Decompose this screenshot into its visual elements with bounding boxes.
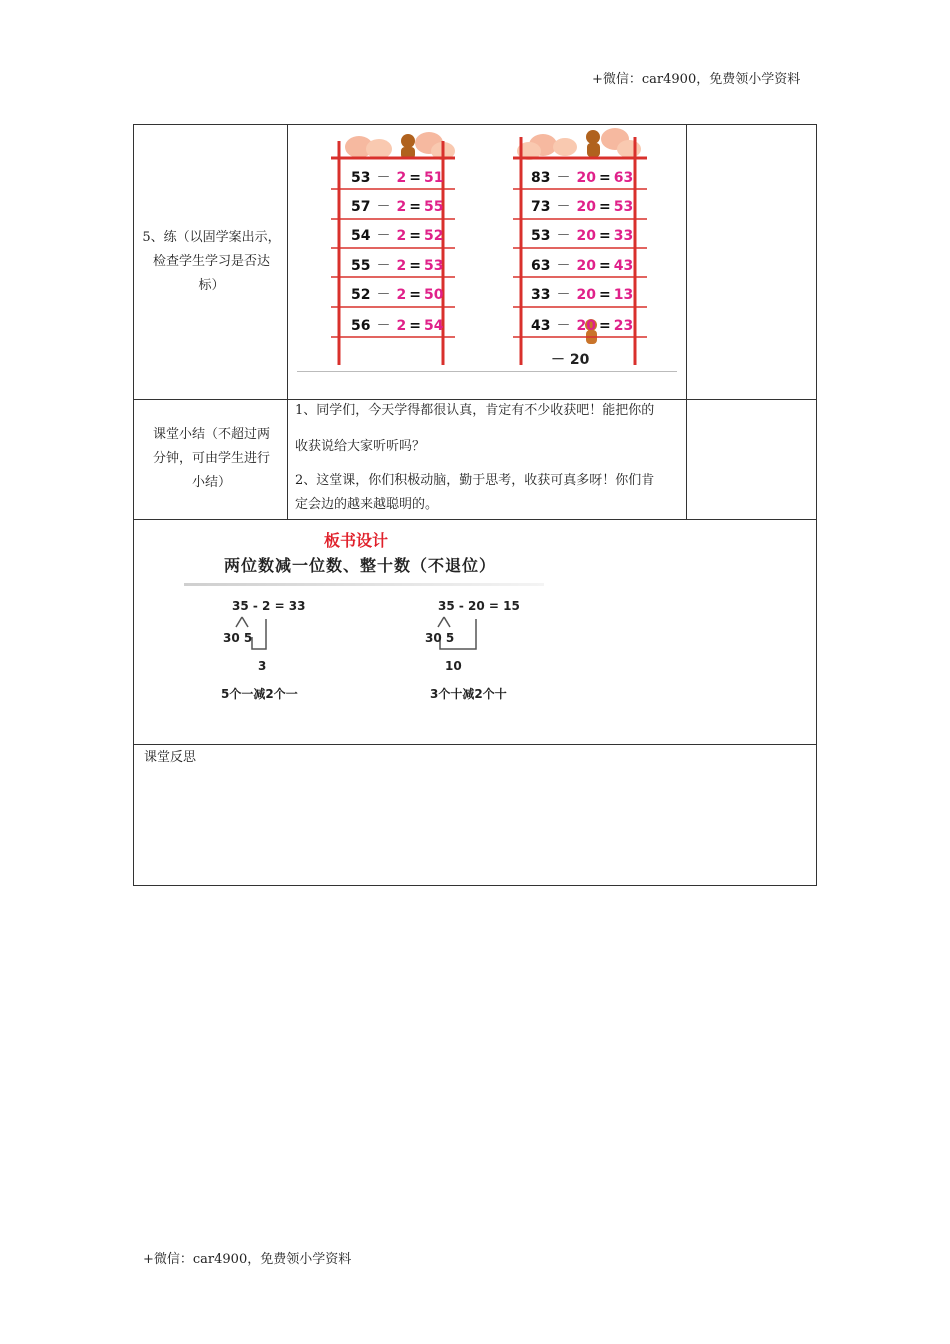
- ex1-partial: 3: [258, 659, 267, 673]
- practice-label-line: 标）: [198, 278, 225, 293]
- ladder-right-row: [531, 284, 633, 304]
- minus-sign: －: [556, 170, 571, 186]
- summary-note-cell: [686, 399, 817, 520]
- practice-label-line: 5、练（以固学案出示，: [142, 230, 281, 245]
- reflection-cell: [133, 744, 817, 886]
- subtrahend: 20: [576, 228, 596, 244]
- minus-sign: －: [556, 318, 571, 334]
- subtrahend: 20: [576, 287, 596, 303]
- minuend: 53: [531, 228, 551, 244]
- result: 53: [613, 199, 634, 215]
- ladder-right-row: [531, 167, 633, 187]
- equals-sign: =: [598, 199, 611, 215]
- minus-sign: －: [556, 228, 571, 244]
- summary-label-cell: [133, 399, 288, 520]
- result: 51: [423, 170, 444, 186]
- board-title: 板书设计: [324, 531, 389, 550]
- subtrahend: 20: [576, 199, 596, 215]
- minuend: 53: [351, 170, 371, 186]
- minuend: 43: [531, 318, 551, 334]
- minuend: 55: [351, 258, 371, 274]
- result: 23: [613, 318, 634, 334]
- practice-label-line: 检查学生学习是否达: [152, 254, 270, 269]
- equals-sign: =: [598, 318, 611, 334]
- minuend: 52: [351, 287, 371, 303]
- subtrahend: 20: [576, 258, 596, 274]
- minus-sign: －: [376, 199, 391, 215]
- result: 63: [613, 170, 634, 186]
- minuend: 33: [531, 287, 551, 303]
- subtrahend: 2: [396, 199, 407, 215]
- ex1-split: 30 5: [223, 631, 253, 645]
- equals-sign: =: [598, 170, 611, 186]
- summary-text-cell: [287, 399, 687, 520]
- subtrahend: 20: [576, 170, 596, 186]
- minuend: 83: [531, 170, 551, 186]
- summary-label-line: 课堂小结（不超过两: [152, 427, 270, 442]
- minus-sign: －: [376, 318, 391, 334]
- result: 13: [613, 287, 634, 303]
- page-footer: +微信：car4900，免费领小学资料: [143, 1252, 352, 1267]
- minuend: 73: [531, 199, 551, 215]
- minus-sign: －: [556, 258, 571, 274]
- ex2-split: 30 5: [425, 631, 455, 645]
- subtrahend: 2: [396, 228, 407, 244]
- result: 55: [423, 199, 444, 215]
- subtrahend: 2: [396, 318, 407, 334]
- minuend: 54: [351, 228, 371, 244]
- summary-label-line: 小结）: [191, 475, 231, 490]
- ex2-note: 3个十减2个十: [430, 687, 507, 701]
- result: 52: [423, 228, 444, 244]
- ex2-partial: 10: [445, 659, 462, 673]
- summary-line: 定会边的越来越聪明的。: [295, 497, 439, 512]
- summary-line: 2、这堂课，你们积极动脑，勤于思考，收获可真多呀！你们肯: [295, 473, 655, 488]
- minus-sign: －: [556, 287, 571, 303]
- ladder-left-row: [351, 225, 443, 245]
- equals-sign: =: [409, 318, 421, 334]
- result: 33: [613, 228, 634, 244]
- equals-sign: =: [409, 287, 421, 303]
- result: 43: [613, 258, 634, 274]
- result: 54: [423, 318, 444, 334]
- page-header: +微信：car4900，免费领小学资料: [592, 72, 801, 87]
- equals-sign: =: [598, 228, 611, 244]
- ladder-left-row: [351, 315, 443, 335]
- ladder-left-row: [351, 255, 443, 275]
- board-subtitle: 两位数减一位数、整十数（不退位）: [224, 556, 497, 575]
- ladder-left: [331, 131, 461, 371]
- ladder-left-row: [351, 284, 443, 304]
- ladder-right-row: [531, 255, 633, 275]
- ladder-right: [513, 125, 653, 371]
- ladder-right-extra: － 20: [551, 352, 590, 368]
- subtrahend: 2: [396, 170, 407, 186]
- ex2-equation: 35 - 20 = 15: [438, 599, 520, 613]
- minus-sign: －: [376, 228, 391, 244]
- ladder-left-row: [351, 167, 443, 187]
- minus-sign: －: [376, 170, 391, 186]
- ex1-note: 5个一减2个一: [221, 687, 298, 701]
- practice-image-cell: [287, 124, 687, 400]
- summary-label-line: 分钟，可由学生进行: [152, 451, 270, 466]
- ladder-right-row: [531, 225, 633, 245]
- equals-sign: =: [409, 258, 421, 274]
- ladder-right-row: [531, 315, 633, 335]
- practice-note-cell: [686, 124, 817, 400]
- board-design-cell: [133, 519, 817, 745]
- minus-sign: －: [376, 258, 391, 274]
- image-underline: [297, 371, 677, 372]
- equals-sign: =: [409, 199, 421, 215]
- summary-line: 1、同学们，今天学得都很认真，肯定有不少收获吧！能把你的: [295, 403, 655, 418]
- minus-sign: －: [376, 287, 391, 303]
- board-underline: [184, 583, 544, 586]
- minuend: 57: [351, 199, 371, 215]
- summary-line: 收获说给大家听听吗？: [295, 439, 426, 454]
- lesson-table: [133, 124, 817, 886]
- equals-sign: =: [598, 287, 611, 303]
- equals-sign: =: [409, 170, 421, 186]
- minus-sign: －: [556, 199, 571, 215]
- subtrahend: 2: [396, 258, 407, 274]
- subtrahend: 2: [396, 287, 407, 303]
- reflection-label: 课堂反思: [144, 750, 197, 765]
- minuend: 63: [531, 258, 551, 274]
- minuend: 56: [351, 318, 371, 334]
- ex1-equation: 35 - 2 = 33: [232, 599, 306, 613]
- subtrahend: 20: [576, 318, 596, 334]
- ladder-right-row: [531, 196, 633, 216]
- equals-sign: =: [409, 228, 421, 244]
- ladder-left-row: [351, 196, 443, 216]
- equals-sign: =: [598, 258, 611, 274]
- practice-label-cell: [133, 124, 288, 400]
- result: 50: [423, 287, 444, 303]
- result: 53: [423, 258, 444, 274]
